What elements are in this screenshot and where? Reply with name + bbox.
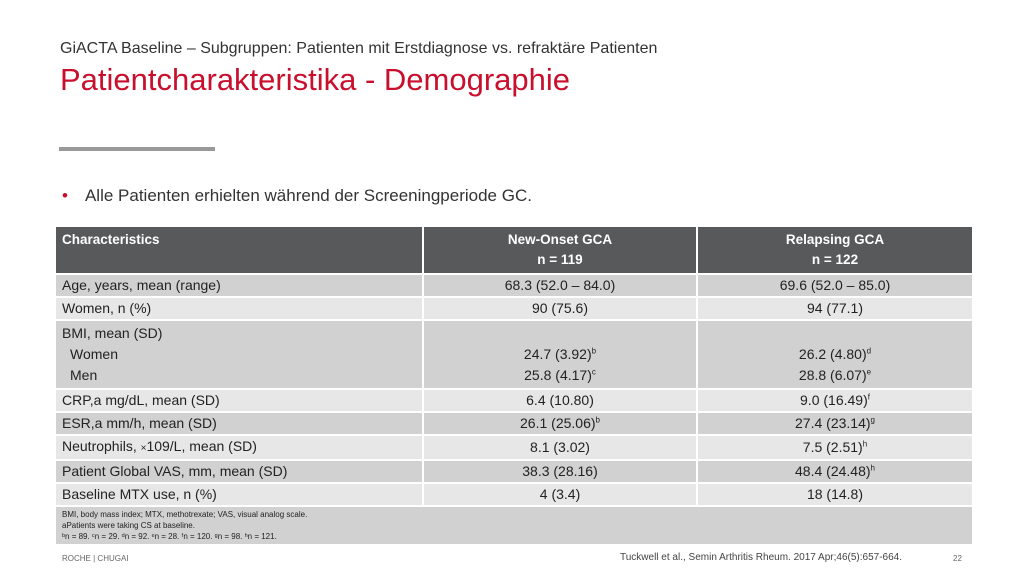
new-onset-value: 90 (75.6) bbox=[423, 297, 697, 320]
bmi-men-label: Men bbox=[70, 367, 98, 383]
row-label: Baseline MTX use, n (%) bbox=[56, 483, 423, 506]
header-new-onset bbox=[423, 227, 697, 274]
row-label: Women, n (%) bbox=[56, 297, 423, 320]
bullet-icon: • bbox=[62, 186, 68, 205]
value-text: 9.0 (16.49) bbox=[800, 392, 868, 408]
table-header-row bbox=[56, 227, 972, 274]
new-onset-value: 38.3 (28.16) bbox=[423, 460, 697, 483]
new-onset-value bbox=[423, 320, 697, 389]
table-row bbox=[56, 412, 972, 435]
footnote-mark: b bbox=[595, 415, 600, 425]
relapsing-value: 69.6 (52.0 – 85.0) bbox=[697, 274, 972, 297]
bullet-text: Alle Patienten erhielten während der Screeningperiode GC. bbox=[84, 186, 532, 205]
row-label bbox=[56, 435, 423, 460]
footnote-mark: e bbox=[866, 367, 872, 377]
page-number: 22 bbox=[953, 554, 962, 563]
table-row bbox=[56, 389, 972, 412]
bmi-label: BMI, mean (SD) bbox=[62, 325, 163, 341]
header-relapsing-label: Relapsing GCA bbox=[785, 232, 885, 247]
header-characteristics: Characteristics bbox=[56, 227, 423, 274]
row-label bbox=[56, 320, 423, 389]
header-new-onset-label: New-Onset GCA bbox=[507, 232, 613, 247]
multiply-sign: × bbox=[140, 443, 147, 454]
value-text: 48.4 (24.48) bbox=[795, 463, 871, 479]
value-text: 7.5 (2.51) bbox=[802, 439, 863, 455]
table-footnotes-row bbox=[56, 506, 972, 544]
footnote-abbreviations: BMI, body mass index; MTX, methotrexate; VAS, visual analog scale. bbox=[62, 510, 308, 519]
table-row bbox=[56, 483, 972, 506]
header-relapsing bbox=[697, 227, 972, 274]
new-onset-value: 6.4 (10.80) bbox=[423, 389, 697, 412]
row-label: ESR,a mm/h, mean (SD) bbox=[56, 412, 423, 435]
relapsing-value: 18 (14.8) bbox=[697, 483, 972, 506]
footnote-mark: h bbox=[870, 463, 875, 473]
bmi-rel-women bbox=[704, 344, 966, 365]
table-row bbox=[56, 435, 972, 460]
footer-brand: ROCHE | CHUGAI bbox=[62, 554, 129, 563]
new-onset-value bbox=[423, 412, 697, 435]
footnote-n-values: ᵇn = 89. ᶜn = 29. ᵈn = 92. ᵉn = 28. ᶠn = 120. ᵍn = 98. ʰn = 121. bbox=[62, 532, 277, 541]
relapsing-value bbox=[697, 320, 972, 389]
relapsing-value bbox=[697, 389, 972, 412]
new-onset-value: 4 (3.4) bbox=[423, 483, 697, 506]
slide-title: Patientcharakteristika - Demographie bbox=[60, 62, 571, 97]
footnote-mark: g bbox=[870, 415, 875, 425]
table-row bbox=[56, 320, 972, 389]
title-divider bbox=[59, 147, 215, 151]
table-footnotes bbox=[56, 506, 972, 544]
footer-reference: Tuckwell et al., Semin Arthritis Rheum. 2017 Apr;46(5):657-664. bbox=[620, 552, 902, 563]
relapsing-value bbox=[697, 435, 972, 460]
table-row bbox=[56, 297, 972, 320]
bmi-women-label: Women bbox=[70, 346, 118, 362]
value-text: 28.8 (6.07) bbox=[798, 367, 867, 383]
bmi-new-men bbox=[430, 365, 690, 386]
relapsing-value: 94 (77.1) bbox=[697, 297, 972, 320]
bmi-rel-men bbox=[704, 365, 966, 386]
new-onset-value: 8.1 (3.02) bbox=[423, 435, 697, 460]
new-onset-value: 68.3 (52.0 – 84.0) bbox=[423, 274, 697, 297]
label-text: 109/L, mean (SD) bbox=[146, 438, 257, 454]
label-text: Neutrophils, bbox=[62, 438, 141, 454]
footnote-mark: c bbox=[591, 367, 596, 377]
characteristics-table bbox=[56, 227, 972, 544]
value-text: 25.8 (4.17) bbox=[524, 367, 592, 383]
relapsing-value bbox=[697, 460, 972, 483]
footnote-mark: b bbox=[591, 346, 597, 356]
row-label: Patient Global VAS, mm, mean (SD) bbox=[56, 460, 423, 483]
bmi-new-women bbox=[430, 344, 690, 365]
table-row bbox=[56, 274, 972, 297]
footnote-mark: d bbox=[866, 346, 872, 356]
footnote-mark: h bbox=[862, 439, 868, 449]
value-text: 24.7 (3.92) bbox=[523, 346, 592, 362]
value-text: 27.4 (23.14) bbox=[795, 415, 871, 431]
bullet-point bbox=[62, 186, 532, 206]
relapsing-value bbox=[697, 412, 972, 435]
slide-subtitle: GiACTA Baseline – Subgruppen: Patienten mit Erstdiagnose vs. refraktäre Patienten bbox=[60, 40, 658, 57]
header-new-onset-n: n = 119 bbox=[537, 252, 583, 267]
footnote-a: aPatients were taking CS at baseline. bbox=[62, 521, 195, 530]
value-text: 26.1 (25.06) bbox=[520, 415, 596, 431]
value-text: 26.2 (4.80) bbox=[798, 346, 867, 362]
footnote-mark: f bbox=[867, 392, 870, 402]
row-label: Age, years, mean (range) bbox=[56, 274, 423, 297]
row-label: CRP,a mg/dL, mean (SD) bbox=[56, 389, 423, 412]
table-row bbox=[56, 460, 972, 483]
header-relapsing-n: n = 122 bbox=[811, 252, 859, 267]
